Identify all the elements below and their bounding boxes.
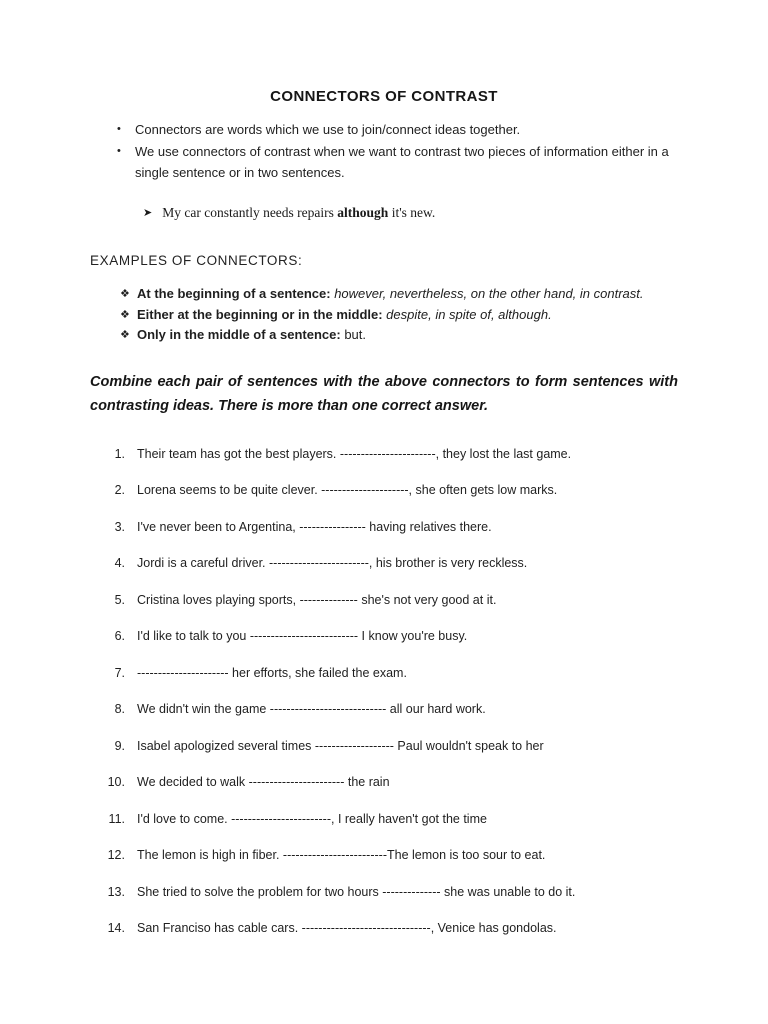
rule-position-label: Either at the beginning or in the middle: bbox=[137, 306, 387, 322]
exercise-number: 14. bbox=[107, 921, 125, 935]
intro-bullet-item bbox=[90, 119, 678, 140]
diamond-bullet-icon: ❖ bbox=[120, 308, 130, 321]
intro-bullet-item bbox=[90, 141, 678, 183]
exercise-text: San Franciso has cable cars. -------------------------------, Venice has gondolas. bbox=[137, 921, 557, 935]
exercise-text: I've never been to Argentina, ---------------- having relatives there. bbox=[137, 519, 492, 534]
exercise-number: 11. bbox=[108, 811, 125, 826]
exercise-item bbox=[90, 882, 678, 902]
exercise-text: Cristina loves playing sports, -------------- she's not very good at it. bbox=[137, 592, 497, 607]
exercise-text: Isabel apologized several times ------------------- Paul wouldn't speak to her bbox=[137, 738, 544, 753]
exercise-number: 7. bbox=[114, 665, 125, 680]
exercise-item bbox=[90, 772, 678, 792]
exercise-item bbox=[90, 699, 678, 719]
exercise-item bbox=[90, 663, 678, 683]
diamond-bullet-icon: ❖ bbox=[120, 329, 130, 341]
exercise-number: 2. bbox=[114, 483, 125, 497]
exercise-item bbox=[90, 918, 678, 938]
example-sentence bbox=[143, 205, 678, 221]
exercise-text: Their team has got the best players. -----------------------, they lost the last game. bbox=[137, 446, 572, 461]
exercise-text: We decided to walk ----------------------- the rain bbox=[137, 775, 390, 789]
connector-rule bbox=[90, 325, 678, 346]
rule-connector-words: despite, in spite of, although. bbox=[386, 306, 552, 322]
example-sentence-text: My car constantly needs repairs although it's new. bbox=[162, 205, 436, 220]
task-instructions: Combine each pair of sentences with the above connectors to form sentences with contrasting ideas. There is more than one correct answer. bbox=[90, 373, 678, 414]
exercise-item bbox=[90, 480, 678, 500]
exercise-item bbox=[90, 809, 678, 829]
exercise-item bbox=[90, 590, 678, 610]
examples-heading: EXAMPLES OF CONNECTORS: bbox=[90, 253, 303, 268]
exercise-number: 12. bbox=[107, 848, 125, 862]
connector-rule-text bbox=[137, 305, 552, 326]
exercise-number: 8. bbox=[114, 702, 125, 716]
exercise-number: 3. bbox=[114, 519, 125, 534]
exercise-text: I'd like to talk to you -------------------------- I know you're busy. bbox=[137, 629, 468, 643]
exercise-number: 4. bbox=[114, 556, 125, 570]
exercise-number: 10. bbox=[107, 775, 125, 789]
bullet-dot-icon: • bbox=[117, 145, 121, 157]
exercise-number: 5. bbox=[114, 592, 125, 607]
rule-connector-words: however, nevertheless, on the other hand, in contrast. bbox=[334, 286, 644, 301]
exercise-text: The lemon is high in fiber. -------------------------The lemon is too sour to eat. bbox=[137, 848, 546, 862]
exercise-text: She tried to solve the problem for two hours -------------- she was unable to do it. bbox=[137, 884, 576, 899]
exercise-item bbox=[90, 626, 678, 646]
intro-bullet-text: We use connectors of contrast when we want to contrast two pieces of information either in a single sentence or in two sentences. bbox=[135, 144, 669, 180]
exercise-item bbox=[90, 736, 678, 756]
connector-rule-text bbox=[137, 284, 644, 305]
exercise-number: 9. bbox=[114, 738, 125, 753]
rule-connector-words: but. bbox=[344, 327, 367, 342]
exercise-number: 6. bbox=[114, 629, 125, 643]
rule-position-label: At the beginning of a sentence: bbox=[137, 286, 335, 301]
connector-rule bbox=[90, 284, 678, 305]
exercise-text: I'd love to come. ------------------------, I really haven't got the time bbox=[137, 811, 487, 826]
exercise-text: Lorena seems to be quite clever. ---------------------, she often gets low marks. bbox=[137, 483, 558, 497]
exercise-item bbox=[90, 845, 678, 865]
exercise-text: ---------------------- her efforts, she failed the exam. bbox=[137, 665, 407, 680]
connector-rules-list bbox=[90, 284, 678, 346]
exercise-number: 1. bbox=[114, 446, 125, 461]
page-title: CONNECTORS OF CONTRAST bbox=[270, 88, 498, 105]
connector-rule bbox=[90, 305, 678, 326]
exercise-list bbox=[90, 444, 678, 939]
exercise-item bbox=[90, 553, 678, 573]
arrow-bullet-icon: ➤ bbox=[143, 206, 153, 219]
exercise-text: Jordi is a careful driver. ------------------------, his brother is very reckless. bbox=[137, 556, 528, 570]
exercise-text: We didn't win the game ---------------------------- all our hard work. bbox=[137, 702, 486, 716]
example-bold-connector: although bbox=[337, 205, 389, 220]
exercise-item bbox=[90, 444, 678, 464]
rule-position-label: Only in the middle of a sentence: bbox=[137, 327, 345, 342]
intro-bullet-text: Connectors are words which we use to join/connect ideas together. bbox=[135, 122, 521, 137]
exercise-item bbox=[90, 517, 678, 537]
exercise-number: 13. bbox=[107, 884, 125, 899]
bullet-dot-icon: • bbox=[117, 123, 121, 135]
diamond-bullet-icon: ❖ bbox=[120, 288, 130, 300]
intro-bullet-list bbox=[90, 119, 678, 183]
connector-rule-text bbox=[137, 325, 366, 346]
